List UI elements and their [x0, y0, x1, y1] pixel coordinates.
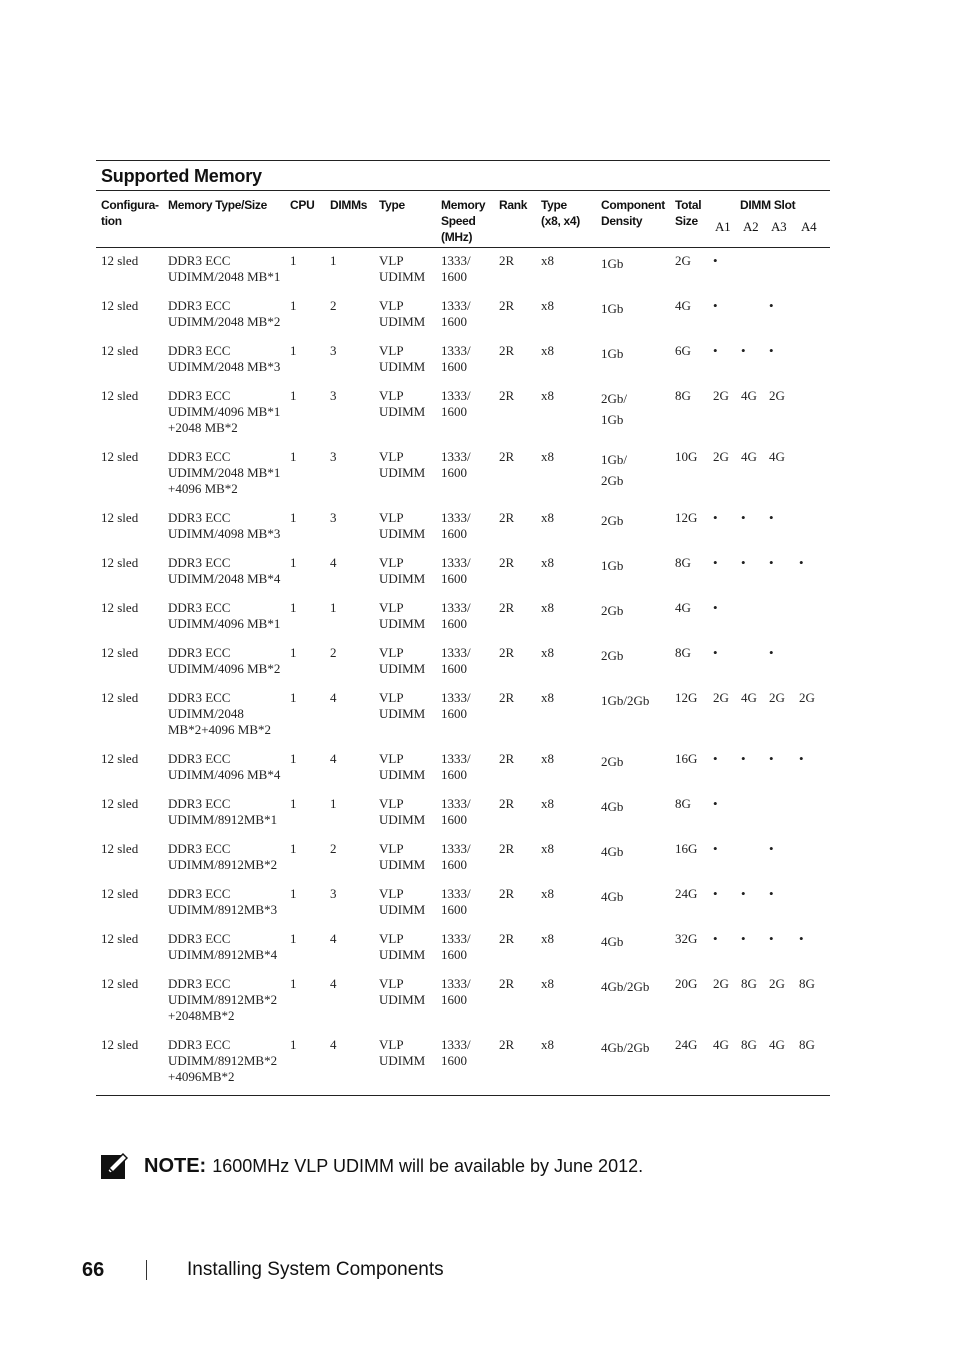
header-cpu: CPU [290, 198, 315, 212]
cell-rank: 2R [499, 976, 515, 991]
cell-slot-a1: • [713, 253, 718, 268]
cell-slot-a4: 2G [799, 690, 815, 705]
cell-cpu: 1 [290, 841, 297, 856]
cell-configuration: 12 sled [101, 690, 139, 705]
cell-component-density: 4Gb [601, 934, 624, 949]
cell-rank: 2R [499, 388, 515, 403]
cell-dimms: 3 [330, 343, 337, 358]
cell-slot-a1: 2G [713, 449, 729, 464]
table-row [96, 640, 830, 685]
cell-component-density: 4Gb/2Gb [601, 979, 650, 994]
cell-slot-a1: • [713, 751, 718, 766]
cell-slot-a3: • [769, 343, 774, 358]
table-row [96, 685, 830, 746]
cell-configuration: 12 sled [101, 841, 139, 856]
cell-cpu: 1 [290, 645, 297, 660]
cell-slot-a4: 8G [799, 976, 815, 991]
cell-component-density: 4Gb [601, 889, 624, 904]
cell-slot-a1: • [713, 841, 718, 856]
cell-slot-a1: • [713, 298, 718, 313]
cell-component-density: 4Gb/2Gb [601, 1040, 650, 1055]
cell-dimms: 4 [330, 751, 337, 766]
cell-slot-a2: • [741, 555, 746, 570]
cell-dimms: 4 [330, 976, 337, 991]
cell-memory-speed: 1333/ 1600 [441, 886, 471, 917]
cell-dimms: 1 [330, 600, 337, 615]
cell-dimms: 4 [330, 1037, 337, 1052]
header-type: Type [379, 198, 405, 212]
cell-memory-speed: 1333/ 1600 [441, 298, 471, 329]
table-row [96, 746, 830, 791]
cell-type-width: x8 [541, 253, 554, 268]
header-slot-a2: A2 [743, 219, 759, 234]
cell-slot-a2 [738, 640, 766, 685]
cell-cpu: 1 [290, 253, 297, 268]
cell-slot-a2: 4G [741, 690, 757, 705]
cell-component-density: 1Gb [601, 256, 624, 271]
cell-slot-a3: • [769, 931, 774, 946]
cell-type: VLP UDIMM [379, 600, 426, 631]
header-slot-a4: A4 [801, 219, 817, 234]
cell-rank: 2R [499, 298, 515, 313]
cell-type: VLP UDIMM [379, 796, 426, 827]
cell-configuration: 12 sled [101, 886, 139, 901]
cell-memory-speed: 1333/ 1600 [441, 841, 471, 872]
cell-component-density: 2Gb [601, 648, 624, 663]
cell-memory-type: DDR3 ECC UDIMM/2048 MB*2 [168, 298, 281, 329]
table-row [96, 971, 830, 1032]
header-component-density: Component Density [601, 198, 665, 228]
cell-slot-a1: • [713, 931, 718, 946]
cell-configuration: 12 sled [101, 931, 139, 946]
cell-component-density: 1Gb [601, 558, 624, 573]
cell-cpu: 1 [290, 690, 297, 705]
cell-cpu: 1 [290, 298, 297, 313]
note-text: 1600MHz VLP UDIMM will be available by June 2012. [212, 1155, 644, 1176]
cell-configuration: 12 sled [101, 751, 139, 766]
cell-total-size: 32G [675, 931, 698, 946]
cell-memory-speed: 1333/ 1600 [441, 796, 471, 827]
cell-slot-a3 [766, 595, 796, 640]
cell-slot-a4 [796, 383, 830, 444]
header-slot-a1: A1 [715, 219, 731, 234]
cell-configuration: 12 sled [101, 510, 139, 525]
cell-memory-type: DDR3 ECC UDIMM/4096 MB*1 [168, 600, 281, 631]
cell-total-size: 12G [675, 690, 698, 705]
cell-memory-type: DDR3 ECC UDIMM/8912MB*2 [168, 841, 278, 872]
cell-component-density: 1Gb/ 2Gb [601, 452, 627, 488]
cell-slot-a3: • [769, 510, 774, 525]
cell-total-size: 2G [675, 253, 691, 268]
cell-slot-a1: • [713, 886, 718, 901]
cell-slot-a4 [796, 595, 830, 640]
cell-slot-a2: 8G [741, 976, 757, 991]
cell-dimms: 2 [330, 298, 337, 313]
cell-type-width: x8 [541, 751, 554, 766]
cell-memory-type: DDR3 ECC UDIMM/2048 MB*1 [168, 253, 281, 284]
table-row [96, 505, 830, 550]
cell-rank: 2R [499, 645, 515, 660]
cell-cpu: 1 [290, 449, 297, 464]
cell-slot-a1: • [713, 796, 718, 811]
cell-slot-a1: • [713, 343, 718, 358]
cell-type-width: x8 [541, 886, 554, 901]
cell-type-width: x8 [541, 555, 554, 570]
cell-memory-speed: 1333/ 1600 [441, 751, 471, 782]
cell-slot-a1: • [713, 645, 718, 660]
cell-total-size: 4G [675, 298, 691, 313]
cell-type: VLP UDIMM [379, 343, 426, 374]
cell-cpu: 1 [290, 388, 297, 403]
cell-memory-speed: 1333/ 1600 [441, 1037, 471, 1068]
cell-type-width: x8 [541, 690, 554, 705]
cell-memory-type: DDR3 ECC UDIMM/4096 MB*2 [168, 645, 281, 676]
note-label: NOTE: [144, 1154, 207, 1177]
cell-memory-type: DDR3 ECC UDIMM/8912MB*1 [168, 796, 278, 827]
cell-slot-a3: • [769, 645, 774, 660]
cell-total-size: 10G [675, 449, 698, 464]
cell-rank: 2R [499, 510, 515, 525]
cell-cpu: 1 [290, 931, 297, 946]
cell-configuration: 12 sled [101, 796, 139, 811]
cell-rank: 2R [499, 600, 515, 615]
cell-cpu: 1 [290, 1037, 297, 1052]
table-row [96, 881, 830, 926]
supported-memory-table-section [96, 160, 830, 1096]
cell-configuration: 12 sled [101, 298, 139, 313]
cell-dimms: 3 [330, 388, 337, 403]
cell-type: VLP UDIMM [379, 253, 426, 284]
cell-cpu: 1 [290, 976, 297, 991]
cell-memory-speed: 1333/ 1600 [441, 976, 471, 1007]
cell-type-width: x8 [541, 976, 554, 991]
cell-component-density: 2Gb [601, 754, 624, 769]
cell-slot-a3 [766, 248, 796, 294]
cell-memory-type: DDR3 ECC UDIMM/2048 MB*3 [168, 343, 281, 374]
page-footer [82, 1256, 444, 1284]
header-dimm-slot: DIMM Slot [740, 198, 796, 212]
table-row [96, 595, 830, 640]
cell-slot-a3: 2G [769, 976, 785, 991]
cell-memory-type: DDR3 ECC UDIMM/2048 MB*1 +4096 MB*2 [168, 449, 281, 496]
cell-slot-a4: • [799, 931, 804, 946]
cell-slot-a1: 4G [713, 1037, 729, 1052]
cell-rank: 2R [499, 751, 515, 766]
cell-cpu: 1 [290, 555, 297, 570]
cell-slot-a1: 2G [713, 976, 729, 991]
footer-divider [146, 1260, 147, 1280]
cell-slot-a3: 4G [769, 1037, 785, 1052]
header-configuration: Configura- tion [101, 198, 159, 228]
cell-total-size: 16G [675, 751, 698, 766]
cell-type: VLP UDIMM [379, 1037, 426, 1068]
cell-slot-a2: • [741, 886, 746, 901]
table-title: Supported Memory [96, 161, 830, 191]
cell-slot-a4 [796, 791, 830, 836]
cell-slot-a2: • [741, 931, 746, 946]
cell-slot-a3 [766, 791, 796, 836]
table-row [96, 293, 830, 338]
cell-cpu: 1 [290, 510, 297, 525]
cell-memory-type: DDR3 ECC UDIMM/4098 MB*3 [168, 510, 281, 541]
cell-slot-a1: • [713, 555, 718, 570]
cell-slot-a2: • [741, 343, 746, 358]
cell-type: VLP UDIMM [379, 690, 426, 721]
cell-memory-type: DDR3 ECC UDIMM/8912MB*4 [168, 931, 278, 962]
cell-slot-a3: • [769, 555, 774, 570]
table-row [96, 550, 830, 595]
cell-configuration: 12 sled [101, 343, 139, 358]
cell-total-size: 8G [675, 796, 691, 811]
cell-slot-a2: • [741, 751, 746, 766]
cell-cpu: 1 [290, 796, 297, 811]
header-dimms: DIMMs [330, 198, 368, 212]
cell-component-density: 4Gb [601, 844, 624, 859]
cell-type-width: x8 [541, 510, 554, 525]
cell-slot-a2 [738, 791, 766, 836]
cell-type: VLP UDIMM [379, 886, 426, 917]
cell-slot-a4 [796, 444, 830, 505]
cell-dimms: 4 [330, 931, 337, 946]
table-row [96, 836, 830, 881]
cell-memory-speed: 1333/ 1600 [441, 931, 471, 962]
table-row [96, 926, 830, 971]
cell-rank: 2R [499, 449, 515, 464]
cell-slot-a4: • [799, 751, 804, 766]
cell-slot-a1: 2G [713, 388, 729, 403]
cell-slot-a2: 4G [741, 449, 757, 464]
cell-total-size: 8G [675, 388, 691, 403]
table-row [96, 338, 830, 383]
cell-dimms: 4 [330, 555, 337, 570]
cell-dimms: 3 [330, 510, 337, 525]
cell-type-width: x8 [541, 645, 554, 660]
cell-memory-type: DDR3 ECC UDIMM/8912MB*2 +2048MB*2 [168, 976, 278, 1023]
cell-slot-a3: • [769, 841, 774, 856]
footer-section-title: Installing System Components [187, 1259, 444, 1280]
cell-type-width: x8 [541, 931, 554, 946]
cell-rank: 2R [499, 690, 515, 705]
cell-configuration: 12 sled [101, 645, 139, 660]
cell-configuration: 12 sled [101, 388, 139, 403]
cell-type: VLP UDIMM [379, 841, 426, 872]
cell-memory-speed: 1333/ 1600 [441, 645, 471, 676]
cell-dimms: 3 [330, 449, 337, 464]
cell-slot-a2 [738, 293, 766, 338]
cell-rank: 2R [499, 841, 515, 856]
cell-memory-speed: 1333/ 1600 [441, 600, 471, 631]
cell-rank: 2R [499, 555, 515, 570]
cell-memory-type: DDR3 ECC UDIMM/8912MB*3 [168, 886, 278, 917]
cell-component-density: 2Gb/ 1Gb [601, 391, 627, 427]
cell-configuration: 12 sled [101, 600, 139, 615]
cell-slot-a3: 4G [769, 449, 785, 464]
table-row [96, 1032, 830, 1096]
cell-type-width: x8 [541, 343, 554, 358]
cell-slot-a3: 2G [769, 690, 785, 705]
cell-slot-a2 [738, 836, 766, 881]
cell-configuration: 12 sled [101, 976, 139, 991]
cell-slot-a2: 8G [741, 1037, 757, 1052]
cell-memory-speed: 1333/ 1600 [441, 449, 471, 480]
cell-cpu: 1 [290, 600, 297, 615]
cell-type: VLP UDIMM [379, 931, 426, 962]
cell-slot-a4 [796, 293, 830, 338]
cell-slot-a2: 4G [741, 388, 757, 403]
cell-dimms: 1 [330, 796, 337, 811]
cell-rank: 2R [499, 253, 515, 268]
cell-memory-type: DDR3 ECC UDIMM/4096 MB*4 [168, 751, 281, 782]
cell-slot-a3: • [769, 886, 774, 901]
table-row [96, 383, 830, 444]
supported-memory-table [96, 191, 830, 1096]
cell-component-density: 4Gb [601, 799, 624, 814]
cell-slot-a4 [796, 881, 830, 926]
cell-type: VLP UDIMM [379, 751, 426, 782]
cell-slot-a4 [796, 505, 830, 550]
cell-memory-speed: 1333/ 1600 [441, 510, 471, 541]
cell-memory-type: DDR3 ECC UDIMM/2048 MB*4 [168, 555, 281, 586]
cell-type-width: x8 [541, 388, 554, 403]
cell-total-size: 4G [675, 600, 691, 615]
cell-slot-a1: • [713, 600, 718, 615]
cell-slot-a4 [796, 640, 830, 685]
cell-slot-a4: • [799, 555, 804, 570]
cell-slot-a2 [738, 248, 766, 294]
cell-type-width: x8 [541, 841, 554, 856]
cell-rank: 2R [499, 796, 515, 811]
cell-rank: 2R [499, 1037, 515, 1052]
cell-slot-a2 [738, 595, 766, 640]
cell-dimms: 1 [330, 253, 337, 268]
table-row [96, 791, 830, 836]
cell-configuration: 12 sled [101, 449, 139, 464]
table-row [96, 248, 830, 294]
cell-rank: 2R [499, 343, 515, 358]
cell-rank: 2R [499, 886, 515, 901]
cell-dimms: 3 [330, 886, 337, 901]
cell-slot-a2: • [741, 510, 746, 525]
cell-cpu: 1 [290, 886, 297, 901]
cell-slot-a4 [796, 338, 830, 383]
cell-slot-a3: • [769, 751, 774, 766]
header-total-size: Total Size [675, 198, 702, 228]
note-callout [100, 1150, 643, 1182]
cell-total-size: 6G [675, 343, 691, 358]
page-number: 66 [82, 1258, 105, 1281]
cell-type: VLP UDIMM [379, 976, 426, 1007]
header-rank: Rank [499, 198, 528, 212]
table-row [96, 444, 830, 505]
cell-dimms: 2 [330, 841, 337, 856]
header-memory-speed: Memory Speed (MHz) [441, 198, 486, 244]
cell-memory-speed: 1333/ 1600 [441, 343, 471, 374]
cell-memory-type: DDR3 ECC UDIMM/4096 MB*1 +2048 MB*2 [168, 388, 281, 435]
cell-total-size: 16G [675, 841, 698, 856]
cell-type-width: x8 [541, 600, 554, 615]
cell-type-width: x8 [541, 298, 554, 313]
cell-slot-a4 [796, 836, 830, 881]
cell-type: VLP UDIMM [379, 388, 426, 419]
cell-dimms: 2 [330, 645, 337, 660]
cell-total-size: 8G [675, 555, 691, 570]
cell-type: VLP UDIMM [379, 555, 426, 586]
pencil-note-icon [100, 1151, 130, 1181]
header-memory-type: Memory Type/Size [168, 198, 268, 212]
cell-dimms: 4 [330, 690, 337, 705]
cell-component-density: 2Gb [601, 603, 624, 618]
cell-rank: 2R [499, 931, 515, 946]
cell-memory-speed: 1333/ 1600 [441, 690, 471, 721]
cell-memory-type: DDR3 ECC UDIMM/2048 MB*2+4096 MB*2 [168, 690, 272, 737]
cell-type-width: x8 [541, 449, 554, 464]
cell-type: VLP UDIMM [379, 510, 426, 541]
cell-type-width: x8 [541, 1037, 554, 1052]
cell-total-size: 20G [675, 976, 698, 991]
cell-slot-a3: • [769, 298, 774, 313]
cell-type-width: x8 [541, 796, 554, 811]
cell-slot-a1: • [713, 510, 718, 525]
cell-type: VLP UDIMM [379, 645, 426, 676]
cell-cpu: 1 [290, 751, 297, 766]
cell-memory-speed: 1333/ 1600 [441, 388, 471, 419]
table-header-row [96, 191, 830, 213]
cell-component-density: 1Gb [601, 301, 624, 316]
table-body [96, 248, 830, 1096]
cell-slot-a3: 2G [769, 388, 785, 403]
cell-cpu: 1 [290, 343, 297, 358]
cell-slot-a4: 8G [799, 1037, 815, 1052]
cell-slot-a4 [796, 248, 830, 294]
cell-configuration: 12 sled [101, 555, 139, 570]
cell-component-density: 1Gb/2Gb [601, 693, 650, 708]
header-slot-a3: A3 [771, 219, 787, 234]
cell-component-density: 2Gb [601, 513, 624, 528]
cell-configuration: 12 sled [101, 253, 139, 268]
cell-type: VLP UDIMM [379, 298, 426, 329]
cell-type: VLP UDIMM [379, 449, 426, 480]
cell-memory-speed: 1333/ 1600 [441, 555, 471, 586]
cell-total-size: 12G [675, 510, 698, 525]
cell-configuration: 12 sled [101, 1037, 139, 1052]
cell-memory-speed: 1333/ 1600 [441, 253, 471, 284]
cell-total-size: 8G [675, 645, 691, 660]
cell-total-size: 24G [675, 886, 698, 901]
cell-component-density: 1Gb [601, 346, 624, 361]
cell-slot-a1: 2G [713, 690, 729, 705]
cell-total-size: 24G [675, 1037, 698, 1052]
header-type-width: Type (x8, x4) [541, 198, 580, 228]
cell-memory-type: DDR3 ECC UDIMM/8912MB*2 +4096MB*2 [168, 1037, 278, 1084]
